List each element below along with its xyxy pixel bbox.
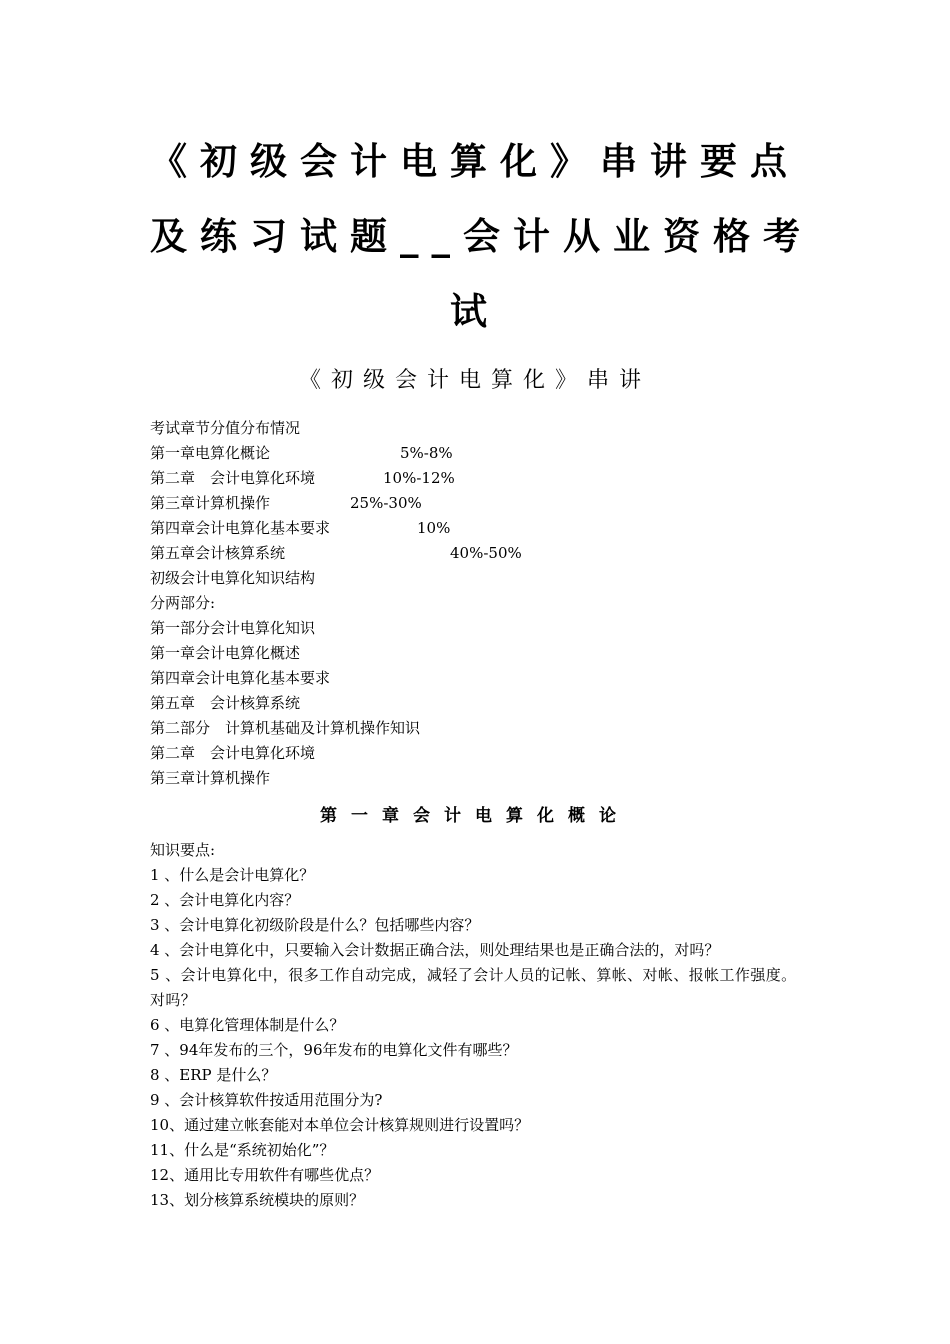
distribution-chapter: 第四章会计电算化基本要求 bbox=[150, 519, 331, 537]
question-item: 12、通用比专用软件有哪些优点？ bbox=[150, 1166, 380, 1184]
distribution-value: 5%-8% bbox=[400, 444, 453, 462]
knowledge-structure-heading: 初级会计电算化知识结构 bbox=[150, 569, 316, 587]
distribution-row bbox=[150, 541, 810, 566]
distribution-chapter: 第一章电算化概论 bbox=[150, 444, 271, 462]
question-item: 9 、会计核算软件按适用范围分为? bbox=[150, 1091, 383, 1109]
knowledge-points-label: 知识要点: bbox=[150, 841, 216, 859]
question-item: 8 、ERP 是什么？ bbox=[150, 1066, 277, 1084]
question-item: 3 、会计电算化初级阶段是什么？包括哪些内容？ bbox=[150, 916, 480, 934]
chapter-1-heading: 第一章会计电算化概论 bbox=[320, 806, 630, 826]
distribution-value: 10%-12% bbox=[383, 469, 455, 487]
question-item: 13、划分核算系统模块的原则？ bbox=[150, 1191, 365, 1209]
question-item: 7 、94年发布的三个，96年发布的电算化文件有哪些？ bbox=[150, 1041, 518, 1059]
distribution-row bbox=[150, 441, 810, 466]
document-title-line-1: 《初级会计电算化》串讲要点 bbox=[150, 140, 800, 183]
question-item: 1 、什么是会计电算化？ bbox=[150, 866, 315, 884]
score-distribution-section bbox=[150, 416, 810, 791]
structure-line: 第一章会计电算化概述 bbox=[150, 644, 301, 662]
distribution-chapter: 第五章会计核算系统 bbox=[150, 544, 286, 562]
distribution-row bbox=[150, 491, 810, 516]
question-item: 10、通过建立帐套能对本单位会计核算规则进行设置吗？ bbox=[150, 1116, 530, 1134]
question-item: 5 、会计电算化中，很多工作自动完成，减轻了会计人员的记帐、算帐、对帐、报帐工作强度。对吗？ bbox=[150, 966, 797, 1009]
distribution-chapter: 第二章 会计电算化环境 bbox=[150, 469, 316, 487]
structure-line: 第四章会计电算化基本要求 bbox=[150, 669, 331, 687]
structure-line: 第三章计算机操作 bbox=[150, 769, 271, 787]
document-subtitle: 《初级会计电算化》串讲 bbox=[298, 368, 651, 393]
distribution-value: 40%-50% bbox=[450, 544, 522, 562]
distribution-chapter: 第三章计算机操作 bbox=[150, 494, 271, 512]
structure-line: 第一部分会计电算化知识 bbox=[150, 619, 316, 637]
structure-line: 第二章 会计电算化环境 bbox=[150, 744, 316, 762]
chapter-1-questions bbox=[150, 838, 805, 1213]
structure-line: 分两部分: bbox=[150, 594, 216, 612]
document-title-line-3: 试 bbox=[450, 290, 500, 333]
distribution-value: 25%-30% bbox=[350, 494, 422, 512]
question-item: 2 、会计电算化内容？ bbox=[150, 891, 300, 909]
question-item: 4 、会计电算化中，只要输入会计数据正确合法，则处理结果也是正确合法的，对吗？ bbox=[150, 941, 720, 959]
score-distribution-heading: 考试章节分值分布情况 bbox=[150, 419, 301, 437]
question-item: 6 、电算化管理体制是什么？ bbox=[150, 1016, 345, 1034]
document-title-line-2: 及练习试题__会计从业资格考 bbox=[150, 215, 813, 258]
structure-line: 第二部分 计算机基础及计算机操作知识 bbox=[150, 719, 421, 737]
question-item: 11、什么是“系统初始化”？ bbox=[150, 1141, 335, 1159]
structure-line: 第五章 会计核算系统 bbox=[150, 694, 301, 712]
distribution-row bbox=[150, 466, 810, 491]
distribution-row bbox=[150, 516, 810, 541]
distribution-value: 10% bbox=[417, 519, 451, 537]
